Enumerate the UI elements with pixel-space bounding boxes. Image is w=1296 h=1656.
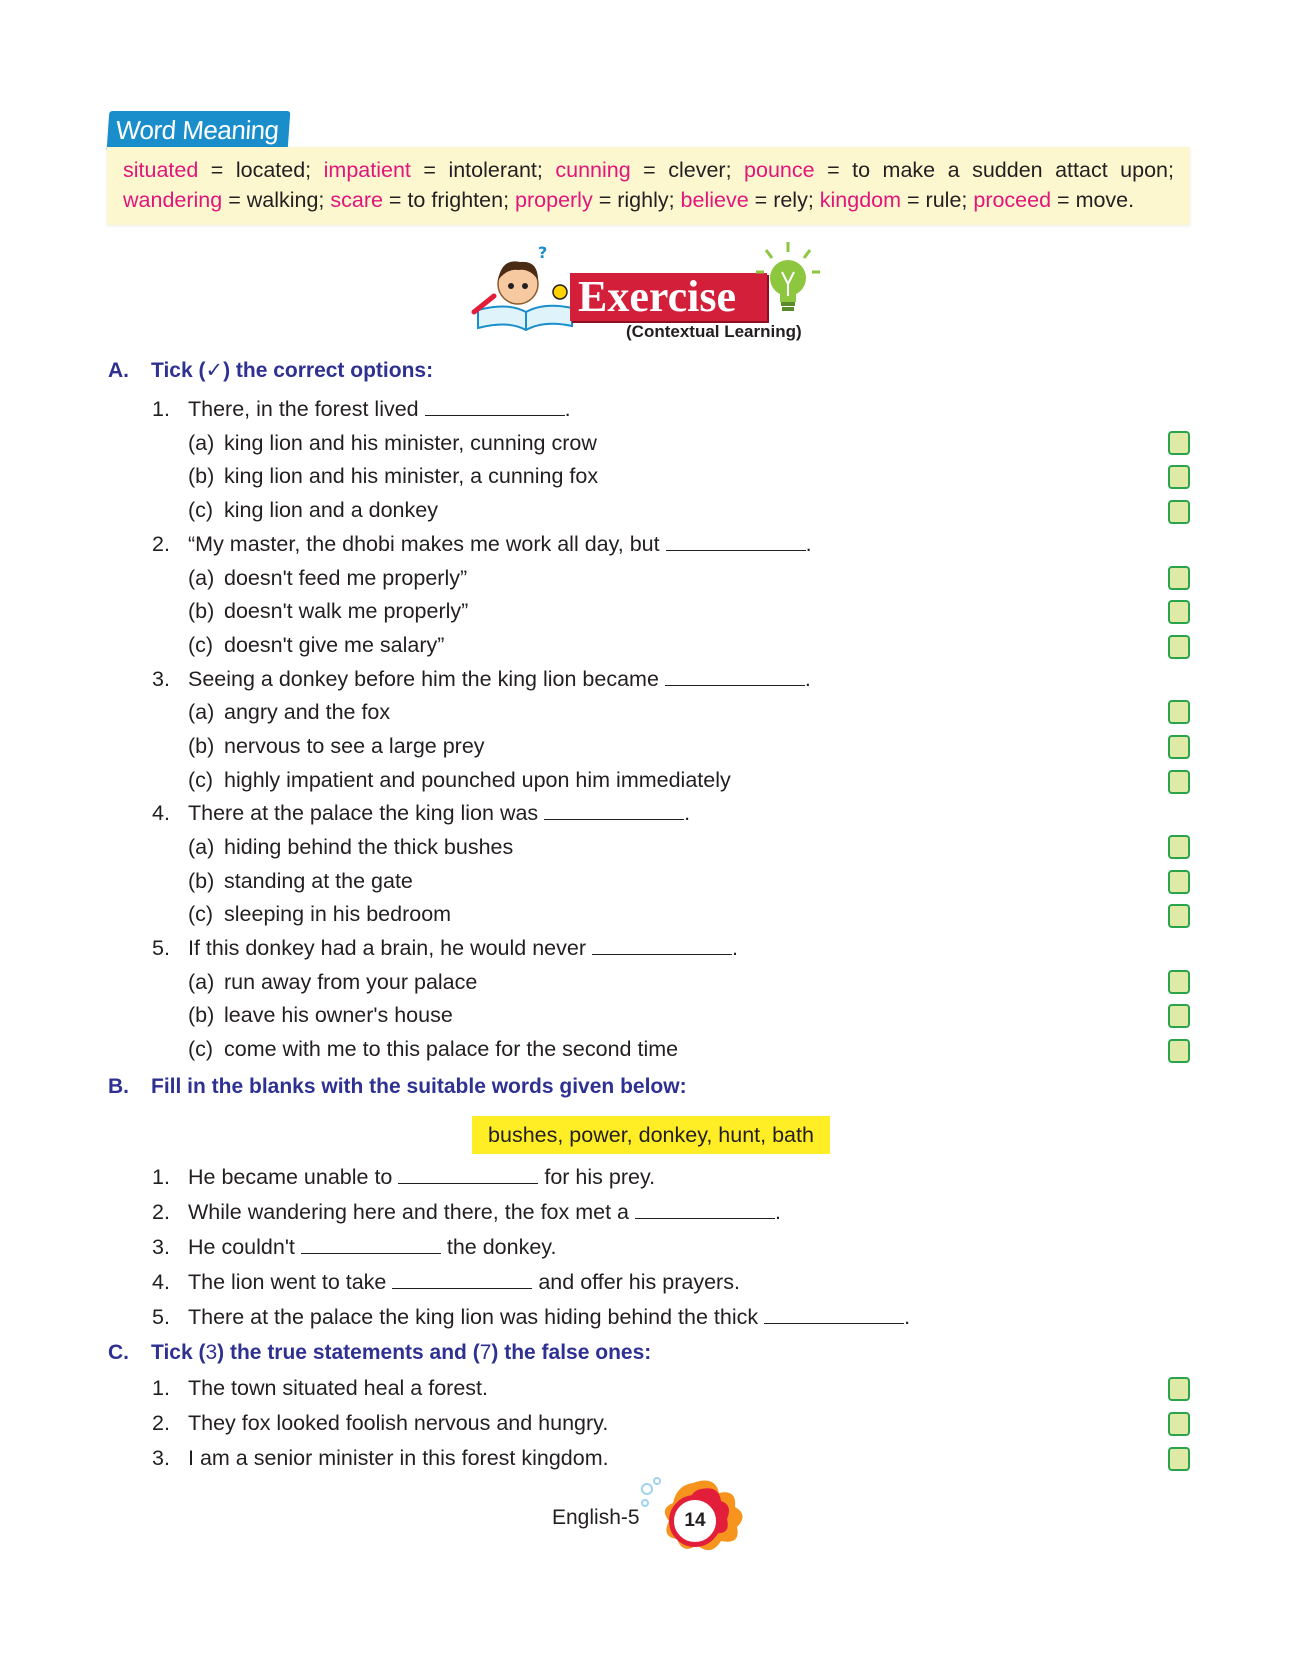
question-number: 3. [152, 1446, 170, 1470]
option-text: run away from your palace [224, 970, 478, 994]
answer-blank[interactable] [592, 936, 732, 955]
question-b1 [152, 1165, 655, 1190]
question-end: for his prey. [538, 1165, 656, 1189]
keyword: proceed [973, 188, 1052, 212]
question-number: 1. [152, 1165, 170, 1189]
tick-box[interactable] [1168, 431, 1190, 455]
section-b-heading [108, 1075, 687, 1099]
tick-box[interactable] [1168, 1004, 1190, 1028]
meaning: = rule; [901, 188, 974, 212]
answer-blank[interactable] [665, 667, 805, 686]
question-end: . [774, 1200, 781, 1224]
section-letter: A. [108, 359, 129, 382]
tick-box[interactable] [1168, 904, 1190, 928]
boy-reading-icon [468, 240, 578, 340]
option-text: angry and the fox [224, 700, 391, 724]
answer-blank[interactable] [301, 1235, 441, 1254]
false-mark: 7 [479, 1341, 492, 1364]
option-text: nervous to see a large prey [224, 734, 485, 758]
question-number: 4. [152, 1270, 170, 1294]
question-b4 [152, 1270, 740, 1295]
question-end: . [805, 532, 812, 556]
option-text: doesn't walk me properly” [224, 599, 469, 623]
option-text: come with me to this palace for the second time [224, 1037, 679, 1061]
option-a4-c [188, 902, 451, 927]
word-bank: bushes, power, donkey, hunt, bath [472, 1116, 830, 1154]
keyword: pounce [744, 158, 815, 182]
option-letter: (b) [188, 1003, 215, 1027]
option-letter: (a) [188, 566, 215, 590]
exercise-title: Exercise [570, 273, 767, 321]
option-text: doesn't feed me properly” [224, 566, 468, 590]
meaning: = walking; [222, 188, 331, 212]
keyword: impatient [323, 158, 411, 182]
option-letter: (b) [188, 869, 215, 893]
option-letter: (c) [188, 633, 214, 657]
question-end: . [731, 936, 738, 960]
page-number-badge [637, 1475, 749, 1557]
option-letter: (a) [188, 835, 215, 859]
question-end: . [564, 397, 571, 421]
option-a3-c [188, 768, 731, 793]
keyword: believe [680, 188, 749, 212]
keyword: properly [515, 188, 593, 212]
option-a5-c [188, 1037, 678, 1062]
question-text: The lion went to take [188, 1270, 393, 1294]
meaning: = clever; [630, 158, 745, 182]
option-letter: (b) [188, 464, 215, 488]
question-text: There, in the forest lived [188, 397, 425, 421]
option-text: doesn't give me salary” [224, 633, 445, 657]
question-a4 [152, 801, 690, 826]
tick-box[interactable] [1168, 566, 1190, 590]
page-number: 14 [669, 1495, 721, 1547]
section-title: ) the false ones: [491, 1341, 652, 1364]
tick-box[interactable] [1168, 1447, 1190, 1471]
option-a3-b [188, 734, 485, 759]
option-a2-a [188, 566, 467, 591]
question-a1 [152, 397, 571, 422]
question-number: 4. [152, 801, 170, 825]
option-letter: (b) [188, 599, 215, 623]
keyword: kingdom [819, 188, 902, 212]
true-mark: 3 [205, 1341, 218, 1364]
word-meaning-line-2 [123, 185, 1174, 215]
section-c-heading [108, 1341, 651, 1365]
word-meaning-line-1 [123, 155, 1174, 185]
tick-box[interactable] [1168, 1412, 1190, 1436]
option-a1-c [188, 498, 438, 523]
keyword: cunning [555, 158, 631, 182]
option-a2-c [188, 633, 444, 658]
answer-blank[interactable] [764, 1305, 904, 1324]
question-text: While wandering here and there, the fox met a [188, 1200, 635, 1224]
statement-text: The town situated heal a forest. [188, 1376, 488, 1400]
keyword: scare [330, 188, 383, 212]
option-a1-b [188, 464, 598, 489]
question-text: If this donkey had a brain, he would never [188, 936, 592, 960]
option-text: hiding behind the thick bushes [224, 835, 514, 859]
option-text: leave his owner's house [224, 1003, 453, 1027]
option-text: king lion and a donkey [224, 498, 438, 522]
section-letter: C. [108, 1341, 129, 1364]
statement-c2 [152, 1411, 608, 1436]
option-a1-a [188, 431, 597, 456]
question-text: He became unable to [188, 1165, 399, 1189]
question-text: Seeing a donkey before him the king lion became [188, 667, 665, 691]
word-meaning-box [107, 147, 1190, 225]
answer-blank[interactable] [425, 397, 565, 416]
question-text: He couldn't [188, 1235, 301, 1259]
tick-box[interactable] [1168, 770, 1190, 794]
meaning: = righly; [592, 188, 681, 212]
question-number: 2. [152, 532, 170, 556]
meaning: = to make a sudden attact upon; [814, 158, 1174, 182]
question-end: the donkey. [440, 1235, 557, 1259]
keyword: situated [123, 158, 199, 182]
option-letter: (b) [188, 734, 215, 758]
answer-blank[interactable] [392, 1270, 532, 1289]
question-number: 5. [152, 936, 170, 960]
tick-box[interactable] [1168, 735, 1190, 759]
question-number: 5. [152, 1305, 170, 1329]
tick-box[interactable] [1168, 1039, 1190, 1063]
tick-box[interactable] [1168, 500, 1190, 524]
tick-box[interactable] [1168, 700, 1190, 724]
question-a2 [152, 532, 812, 557]
option-a4-a [188, 835, 513, 860]
option-text: king lion and his minister, cunning crow [224, 431, 597, 455]
statement-text: I am a senior minister in this forest kingdom. [188, 1446, 609, 1470]
option-letter: (a) [188, 970, 215, 994]
answer-blank[interactable] [398, 1165, 538, 1184]
option-text: highly impatient and pounched upon him immediately [224, 768, 731, 792]
statement-c3 [152, 1446, 609, 1471]
meaning: = to frighten; [382, 188, 516, 212]
question-end: . [904, 1305, 911, 1329]
statement-text: They fox looked foolish nervous and hungry. [188, 1411, 609, 1435]
section-title: Fill in the blanks with the suitable words given below: [151, 1075, 687, 1098]
statement-c1 [152, 1376, 488, 1401]
tick-box[interactable] [1168, 465, 1190, 489]
question-number: 3. [152, 667, 170, 691]
section-title: ) the true statements and ( [217, 1341, 480, 1364]
question-number: 2. [152, 1411, 170, 1435]
exercise-banner [468, 240, 838, 350]
tick-box[interactable] [1168, 870, 1190, 894]
word-meaning-tag: Word Meaning [107, 111, 290, 150]
book-title: English-5 [552, 1506, 640, 1529]
option-text: standing at the gate [224, 869, 413, 893]
option-letter: (c) [188, 902, 214, 926]
option-a5-b [188, 1003, 453, 1028]
question-number: 2. [152, 1200, 170, 1224]
tick-box[interactable] [1168, 970, 1190, 994]
tick-box[interactable] [1168, 835, 1190, 859]
option-a5-a [188, 970, 477, 995]
question-number: 3. [152, 1235, 170, 1259]
question-text: There at the palace the king lion was [188, 801, 545, 825]
option-a3-a [188, 700, 390, 725]
exercise-subtitle: (Contextual Learning) [626, 322, 802, 341]
question-end: and offer his prayers. [532, 1270, 740, 1294]
question-end: . [804, 667, 811, 691]
option-letter: (c) [188, 498, 214, 522]
section-a-heading [108, 358, 433, 383]
question-text: There at the palace the king lion was hiding behind the thick [188, 1305, 765, 1329]
question-number: 1. [152, 1376, 170, 1400]
option-a2-b [188, 599, 468, 624]
option-letter: (c) [188, 1037, 214, 1061]
meaning: = intolerant; [410, 158, 556, 182]
answer-blank[interactable] [666, 532, 806, 551]
answer-blank[interactable] [635, 1200, 775, 1219]
keyword: wandering [123, 188, 223, 212]
option-letter: (a) [188, 700, 215, 724]
question-a3 [152, 667, 811, 692]
answer-blank[interactable] [544, 801, 684, 820]
question-a5 [152, 936, 738, 961]
option-letter: (c) [188, 768, 214, 792]
section-title: Tick ( [151, 1341, 206, 1364]
svg-text:?: ? [538, 243, 548, 262]
question-b2 [152, 1200, 781, 1225]
option-text: king lion and his minister, a cunning fox [224, 464, 599, 488]
meaning: = located; [198, 158, 324, 182]
meaning: = move. [1051, 188, 1135, 212]
meaning: = rely; [748, 188, 820, 212]
section-letter: B. [108, 1075, 129, 1098]
tick-box[interactable] [1168, 600, 1190, 624]
question-number: 1. [152, 397, 170, 421]
lightbulb-icon [754, 240, 824, 330]
question-b5 [152, 1305, 910, 1330]
question-text: “My master, the dhobi makes me work all day, but [188, 532, 666, 556]
tick-box[interactable] [1168, 635, 1190, 659]
question-b3 [152, 1235, 556, 1260]
option-text: sleeping in his bedroom [224, 902, 452, 926]
question-end: . [684, 801, 691, 825]
section-title: Tick (✓) the correct options: [151, 359, 434, 382]
tick-box[interactable] [1168, 1377, 1190, 1401]
option-letter: (a) [188, 431, 215, 455]
option-a4-b [188, 869, 413, 894]
